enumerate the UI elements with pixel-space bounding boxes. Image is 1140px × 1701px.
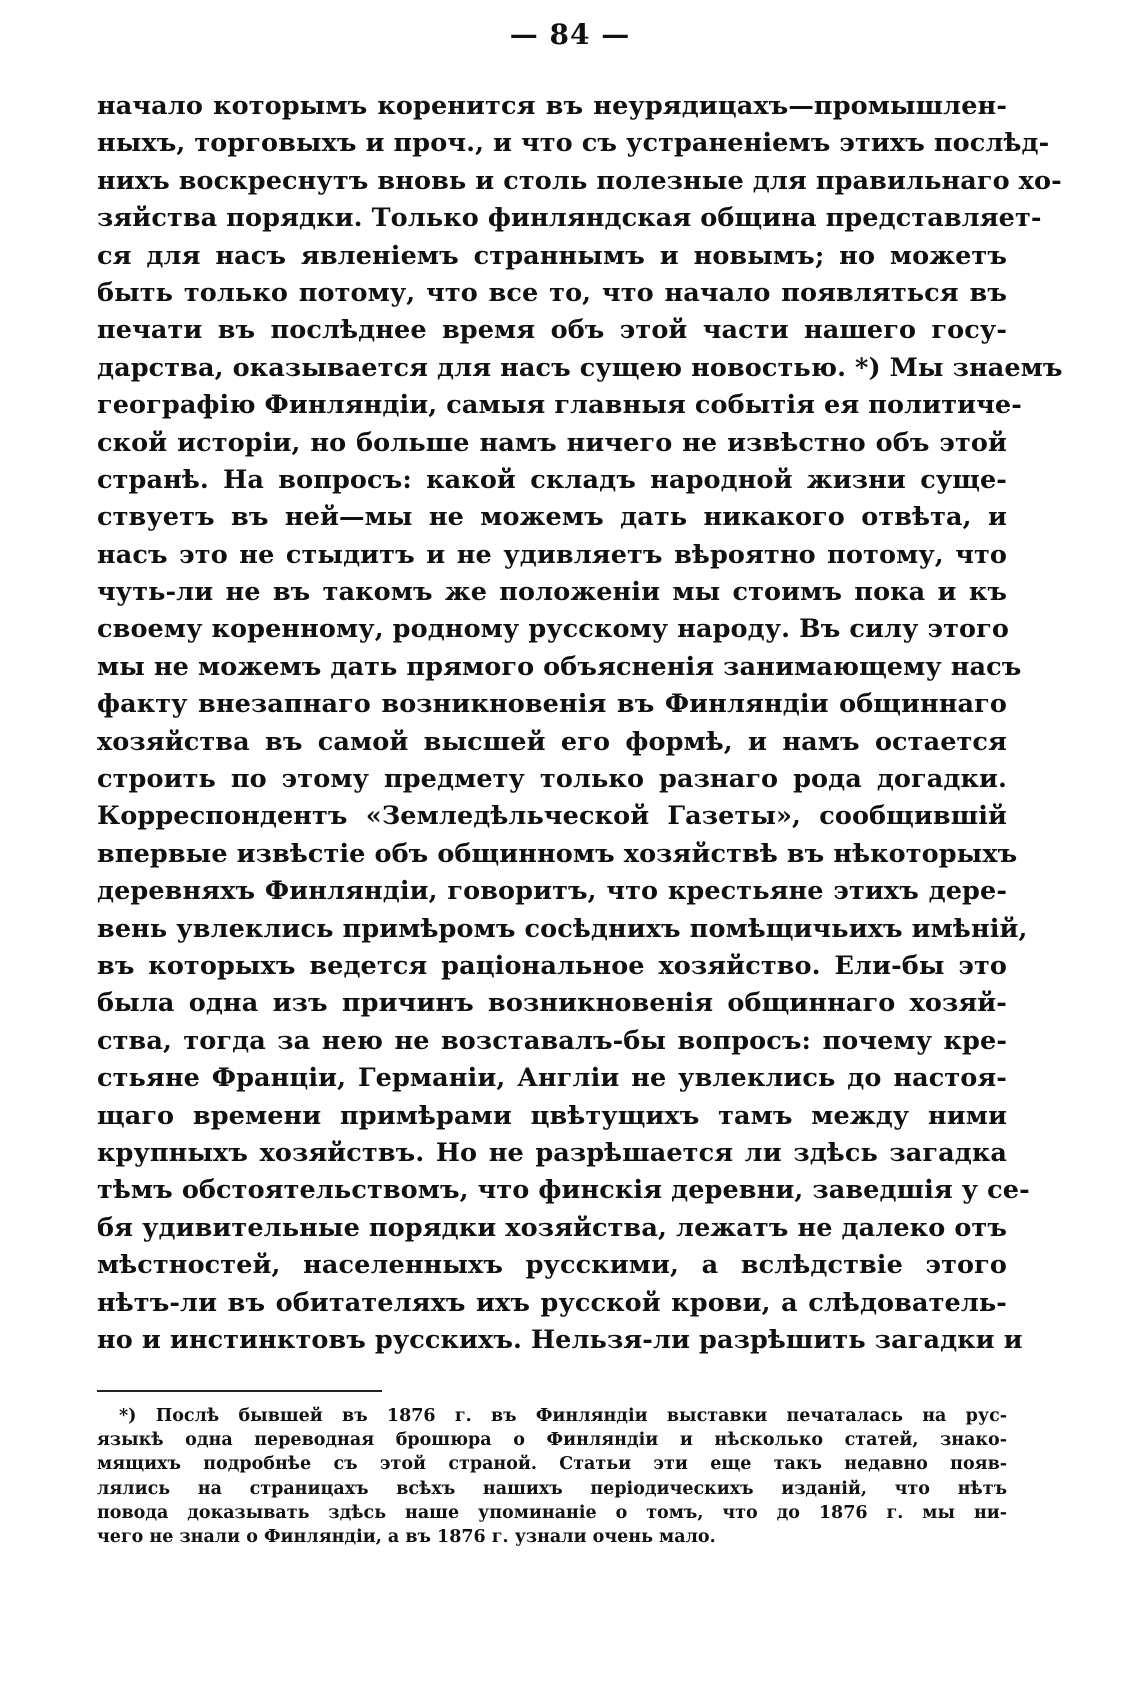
body-line: насъ это не стыдитъ и не удивляетъ вѣроятно потому, что — [97, 539, 1007, 570]
footnote — [97, 1404, 1007, 1549]
page-number: 84 — [549, 18, 591, 51]
body-line: крупныхъ хозяйствъ. Но не разрѣшается ли здѣсь загадка — [97, 1137, 1007, 1168]
body-line: строить по этому предмету только разнаго рода догадки. — [97, 764, 1007, 795]
body-line: начало которымъ коренится въ неурядицахъ—промышлен- — [97, 91, 1007, 121]
body-line: мы не можемъ дать прямого объясненія занимающему насъ — [97, 651, 1022, 682]
body-line: ства, тогда за нею не возставалъ-бы вопросъ: почему кре- — [97, 1025, 1007, 1056]
body-line: тѣмъ обстоятельствомъ, что финскія деревни, заведшія у се- — [97, 1175, 1030, 1206]
body-line: зяйства порядки. Только финляндская община представляет- — [97, 203, 1042, 234]
body-line: вень увлеклись примѣромъ сосѣднихъ помѣщичьихъ имѣній, — [97, 913, 1028, 944]
body-line: Корреспондентъ «Земледѣльческой Газеты», сообщившій — [97, 801, 1007, 832]
body-line: мѣстностей, населенныхъ русскими, а вслѣдствіе этого — [97, 1250, 1007, 1281]
body-line: чуть-ли не въ такомъ же положеніи мы стоимъ пока и къ — [97, 577, 1007, 608]
body-line: впервые извѣстіе объ общинномъ хозяйствѣ въ нѣкоторыхъ — [97, 838, 1018, 869]
page-number-dash-right: — — [601, 18, 631, 51]
body-line: своему коренному, родному русскому народу. Въ силу этого — [97, 614, 1009, 645]
body-line: бя удивительные порядки хозяйства, лежатъ не далеко отъ — [97, 1212, 1007, 1243]
body-line: дарства, оказывается для насъ сущею новостью. *) Мы знаемъ — [97, 352, 1063, 383]
footnote-line: чего не знали о Финляндіи, а въ 1876 г. узнали очень мало. — [97, 1526, 716, 1547]
body-line: быть только потому, что все то, что начало появляться въ — [97, 277, 1007, 308]
body-line: была одна изъ причинъ возникновенія общиннаго хозяй- — [97, 988, 1007, 1019]
body-line: щаго времени примѣрами цвѣтущихъ тамъ между ними — [97, 1100, 1007, 1131]
main-body-text — [97, 88, 1063, 1359]
body-line: но и инстинктовъ русскихъ. Нельзя-ли разрѣшить загадки и — [97, 1324, 1023, 1355]
footnote-line: языкѣ одна переводная брошюра о Финляндіи и нѣсколько статей, знако- — [97, 1430, 1007, 1451]
body-line: ныхъ, торговыхъ и проч., и что съ устраненіемъ этихъ послѣд- — [97, 128, 1050, 159]
page-number-dash-left: — — [509, 18, 539, 51]
body-line: нихъ воскреснутъ вновь и столь полезные для правильнаго хо- — [97, 165, 1062, 196]
body-line: хозяйства въ самой высшей его формѣ, и намъ остается — [97, 726, 1007, 757]
footnote-line: *) Послѣ бывшей въ 1876 г. въ Финляндіи выставки печаталась на рус- — [119, 1406, 1007, 1426]
body-line: факту внезапнаго возникновенія въ Финляндіи общиннаго — [97, 689, 1007, 720]
body-line: ской исторіи, но больше намъ ничего не извѣстно объ этой — [97, 427, 1007, 458]
body-line: деревняхъ Финляндіи, говоритъ, что крестьяне этихъ дере- — [97, 876, 1007, 907]
footnote-line: повода доказывать здѣсь наше упоминаніе о томъ, что до 1876 г. мы ни- — [97, 1502, 1007, 1523]
body-line: ся для насъ явленіемъ страннымъ и новымъ; но можетъ — [97, 240, 1007, 271]
body-line: нѣтъ-ли въ обитателяхъ ихъ русской крови, а слѣдователь- — [97, 1287, 1007, 1318]
body-line: печати въ послѣднее время объ этой части нашего госу- — [97, 315, 1007, 346]
footnote-line: мящихъ подробнѣе съ этой страной. Статьи эти еще такъ недавно появ- — [97, 1454, 1007, 1475]
body-line: стьяне Франціи, Германіи, Англіи не увлеклись до настоя- — [97, 1063, 1007, 1094]
body-line: въ которыхъ ведется раціональное хозяйство. Ели-бы это — [97, 950, 1007, 981]
footnote-divider — [97, 1390, 382, 1392]
body-line: ствуетъ въ ней—мы не можемъ дать никакого отвѣта, и — [97, 502, 1007, 533]
page-number-header — [0, 18, 1140, 51]
body-line: странѣ. На вопросъ: какой складъ народной жизни суще- — [97, 464, 1007, 495]
body-line: географію Финляндіи, самыя главныя событія ея политиче- — [97, 390, 1022, 421]
footnote-line: лялись на страницахъ всѣхъ нашихъ періодическихъ изданій, что нѣтъ — [97, 1478, 1007, 1499]
